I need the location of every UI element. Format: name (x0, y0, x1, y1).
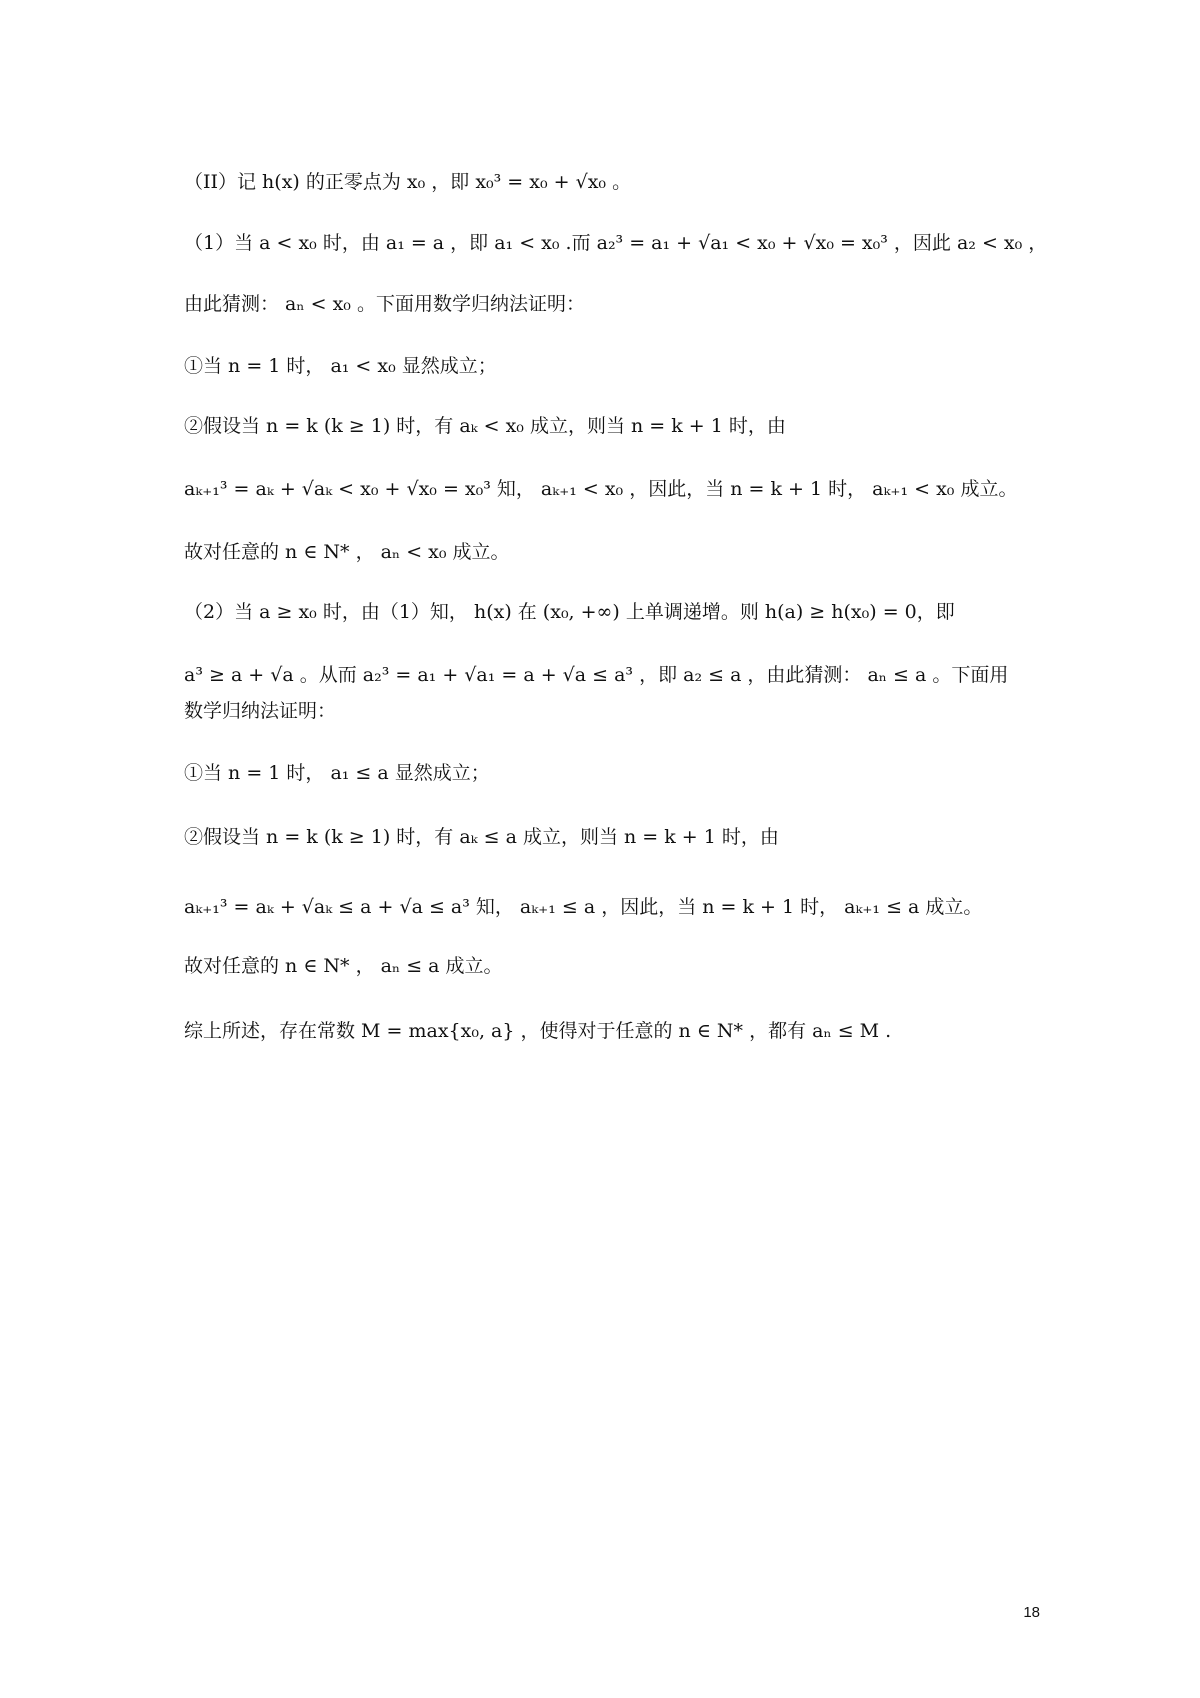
text-line-summary: 综上所述，存在常数 M = max{x₀, a} ，使得对于任意的 n ∈ N* ，都有 aₙ ≤ M . (184, 1020, 892, 1042)
text-line-case2-induction: 数学归纳法证明： (184, 700, 337, 722)
text-line-case1-conclusion: 故对任意的 n ∈ N* ， aₙ < x₀ 成立。 (184, 541, 510, 563)
text-line-case2-step: aₖ₊₁³ = aₖ + √aₖ ≤ a + √a ≤ a³ 知， aₖ₊₁ ≤ a ，因此，当 n = k + 1 时， aₖ₊₁ ≤ a 成立。 (184, 896, 983, 918)
text-line-case2-base: ①当 n = 1 时， a₁ ≤ a 显然成立； (184, 762, 490, 784)
text-line-case2-hypothesis: ②假设当 n = k (k ≥ 1) 时，有 aₖ ≤ a 成立，则当 n = k + 1 时，由 (184, 826, 779, 848)
text-line-part-ii-intro: （II）记 h(x) 的正零点为 x₀ ，即 x₀³ = x₀ + √x₀ 。 (184, 171, 632, 193)
page-number: 18 (1023, 1604, 1040, 1621)
text-line-case1-hypothesis: ②假设当 n = k (k ≥ 1) 时，有 aₖ < x₀ 成立，则当 n = k + 1 时，由 (184, 415, 786, 437)
text-line-case2-conclusion: 故对任意的 n ∈ N* ， aₙ ≤ a 成立。 (184, 955, 503, 977)
text-line-case2-guess: a³ ≥ a + √a 。从而 a₂³ = a₁ + √a₁ = a + √a ≤ a³ ，即 a₂ ≤ a ，由此猜测： aₙ ≤ a 。下面用 (184, 664, 1009, 686)
text-line-case2-start: （2）当 a ≥ x₀ 时，由（1）知， h(x) 在 (x₀, +∞) 上单调递增。则 h(a) ≥ h(x₀) = 0，即 (184, 601, 955, 623)
text-line-case1-base: ①当 n = 1 时， a₁ < x₀ 显然成立； (184, 355, 497, 377)
text-line-case1-start: （1）当 a < x₀ 时，由 a₁ = a ，即 a₁ < x₀ .而 a₂³ = a₁ + √a₁ < x₀ + √x₀ = x₀³ ，因此 a₂ < x₀ ， (184, 232, 1048, 254)
text-line-case1-step: aₖ₊₁³ = aₖ + √aₖ < x₀ + √x₀ = x₀³ 知， aₖ₊₁ < x₀ ，因此，当 n = k + 1 时， aₖ₊₁ < x₀ 成立。 (184, 478, 1018, 500)
text-line-case1-guess: 由此猜测： aₙ < x₀ 。下面用数学归纳法证明： (184, 293, 585, 315)
